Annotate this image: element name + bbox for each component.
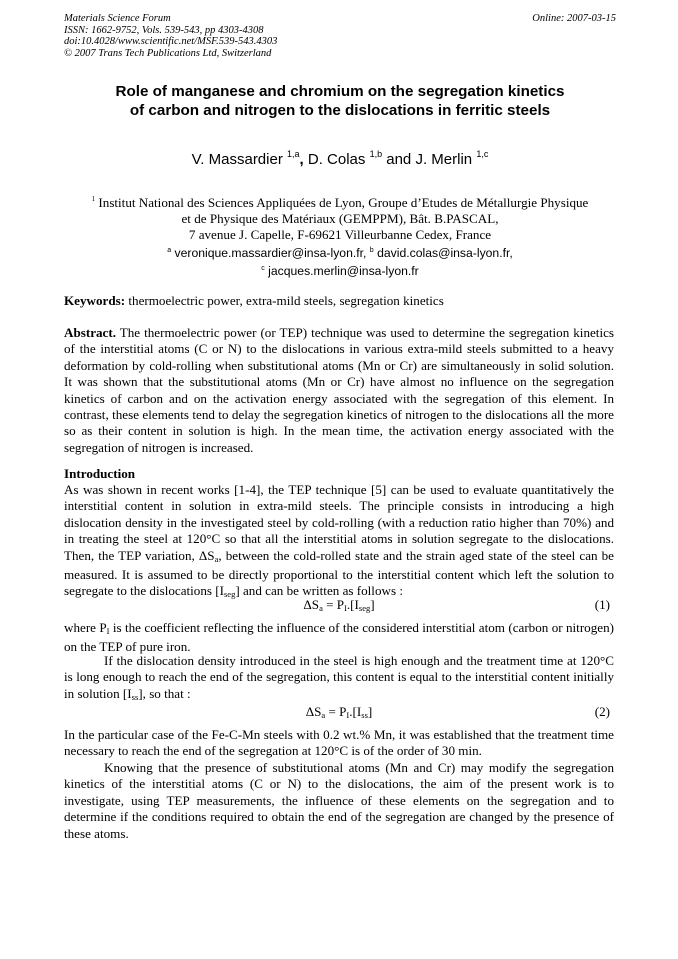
subscript: ss (131, 691, 139, 702)
equation-symbol: .[I (346, 597, 359, 612)
introduction-heading: Introduction (64, 466, 136, 481)
subscript: I (346, 710, 350, 720)
copyright-line: © 2007 Trans Tech Publications Ltd, Switzerland (64, 47, 272, 59)
author-superscript: 1,a (287, 149, 300, 159)
intro-text: , between the cold-rolled state and the strain aged state of the steel can be measured. It is assumed to be directly proportional to the interstitial content which left the solution to segregate to the dislocations [I (64, 547, 614, 599)
intro-paragraph-3 (64, 653, 614, 705)
journal-header (64, 13, 616, 59)
email-a[interactable]: veronique.massardier@insa-lyon.fr, (174, 246, 370, 260)
intro-paragraph-5: Knowing that the presence of substitutional atoms (Mn and Cr) may modify the segregation kinetics of the interstitial atoms (C or N) to the dislocations, the aim of the present work is to investigate, using TEP measurements, the influence of these elements on the segregation and to determine if the conditions required to obtain the end of the segregation are changed by the presence of these atoms. (64, 760, 614, 841)
author-superscript: 1,c (476, 149, 489, 159)
equation-symbol: = P (322, 597, 345, 612)
author-separator: and (382, 151, 416, 168)
intro-paragraph-4: In the particular case of the Fe-C-Mn steels with 0.2 wt.% Mn, it was established that the treatment time necessary to reach the end of the segregation at 120°C is of the order of 30 min. (64, 727, 614, 759)
intro-paragraph-2 (64, 620, 614, 656)
author-separator: , (299, 151, 308, 168)
subscript: a (321, 710, 326, 720)
author-name: D. Colas (307, 151, 366, 168)
email-line-2 (64, 261, 616, 279)
intro-paragraph-1 (64, 482, 614, 603)
title-line-1: Role of manganese and chromium on the segregation kinetics (115, 83, 565, 100)
author-name: J. Merlin (415, 151, 473, 168)
keywords-label: Keywords: (64, 293, 126, 308)
equation-symbol: ] (370, 597, 375, 612)
subscript: seg (358, 603, 371, 613)
email-line-1 (64, 243, 616, 261)
email-superscript: b (369, 247, 374, 254)
equation-symbol: = P (325, 704, 347, 719)
equation-symbol: ] (367, 704, 373, 719)
equation-symbol: ΔS (303, 597, 320, 612)
author-name: V. Massardier (191, 151, 283, 168)
subscript: ss (361, 710, 368, 720)
affiliation-line-3: 7 avenue J. Capelle, F-69621 Villeurbanne Cedex, France (188, 227, 492, 243)
affiliation-line-1 (64, 191, 616, 211)
intro-text: If the dislocation density introduced in the steel is high enough and the treatment time at 120°C is long enough to reach the end of the segregation, this content is equal to the interstitial content initially in solution [I (64, 653, 614, 701)
affiliation-line-2: et de Physique des Matériaux (GEMPPM), Bât. B.PASCAL, (181, 211, 499, 227)
author-list (64, 149, 616, 168)
abstract-text: The thermoelectric power (or TEP) technique was used to determine the segregation kinetics of the interstitial atoms (C or N) to the dislocations in various extra-mild steels submitted to a heavy deformation by cold-rolling when substitutional atoms (Mn or Cr) are simultaneously in solid solution. It was shown that the substitutional atoms (Mn or Cr) have almost no influence on the segregation kinetics of carbon and on the activation energy associated with the segregation of this element. In contrast, these elements tend to delay the segregation kinetics of nitrogen to the dislocations all the more so as their content in solution is high. In the mean time, the activation energy associated with the segregation of nitrogen is increased. (64, 325, 614, 455)
intro-text: is the coefficient reflecting the influence of the considered interstitial atom (carbon or nitrogen) on the TEP of pure iron. (64, 620, 614, 655)
email-superscript: a (167, 247, 172, 254)
journal-name: Materials Science Forum (64, 13, 171, 24)
equation-1-number: (1) (594, 597, 610, 612)
subscript: a (319, 603, 323, 613)
abstract-label: Abstract. (64, 325, 116, 340)
email-c[interactable]: jacques.merlin@insa-lyon.fr (268, 264, 419, 278)
email-b[interactable]: david.colas@insa-lyon.fr, (377, 246, 513, 260)
title-line-2: of carbon and nitrogen to the dislocations in ferritic steels (129, 102, 551, 119)
email-superscript: c (261, 265, 265, 272)
equation-2-formula (64, 704, 614, 723)
subscript: I (106, 626, 110, 636)
affiliation-superscript: 1 (91, 195, 96, 203)
equation-1-formula (64, 597, 614, 616)
online-date: Online: 2007-03-15 (532, 13, 616, 24)
abstract (64, 325, 614, 456)
author-superscript: 1,b (369, 149, 383, 159)
intro-text: ] and can be written as follows : (235, 583, 403, 599)
keywords (64, 293, 614, 309)
keywords-text: thermoelectric power, extra-mild steels, segregation kinetics (125, 293, 444, 308)
issn-line: ISSN: 1662-9752, Vols. 539-543, pp 4303-4308 (64, 24, 264, 36)
intro-text: ], so that : (138, 685, 191, 701)
affiliation (64, 191, 616, 244)
subscript: seg (223, 589, 236, 600)
author-emails (64, 243, 616, 279)
equation-2-number: (2) (594, 704, 610, 719)
intro-text: As was shown in recent works [1-4], the TEP technique [5] can be used to evaluate quantitatively the interstitial content in solution in extra-mild steels. The principle consists in introducing a high dislocation density in the investigated steel by cold-rolling (with a reduction ratio higher than 70%) and in treating the steel at 120°C so that all the interstitial atoms in solution segregate to the dislocations. Then, the TEP variation, ΔS (64, 482, 614, 563)
equation-symbol: .[I (349, 704, 362, 719)
equation-symbol: ΔS (305, 704, 322, 719)
subscript: I (344, 603, 347, 613)
intro-text: where P (64, 620, 107, 635)
affiliation-text: Institut National des Sciences Appliquées de Lyon, Groupe d’Etudes de Métallurgie Physique (98, 195, 589, 210)
doi-line: doi:10.4028/www.scientific.net/MSF.539-543.4303 (64, 36, 278, 48)
paper-title (64, 82, 616, 120)
subscript: a (214, 553, 219, 564)
